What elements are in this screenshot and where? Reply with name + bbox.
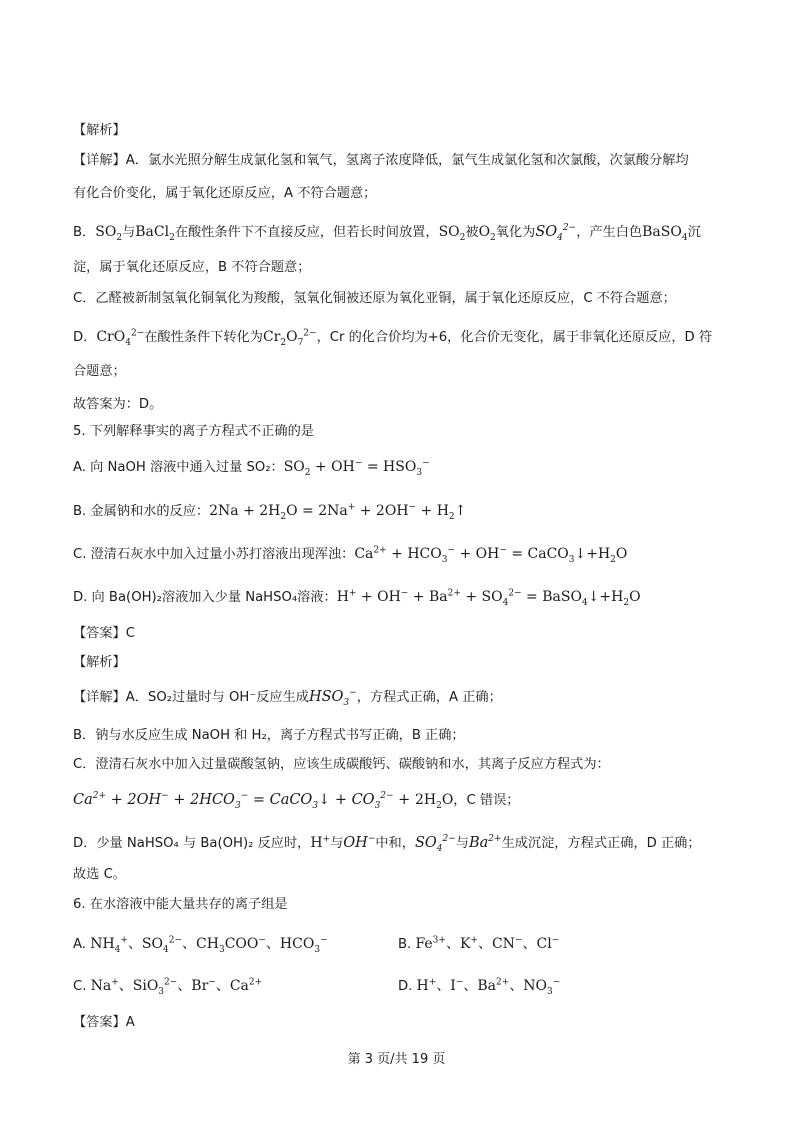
text: D． — [73, 330, 97, 345]
text: C. — [73, 979, 91, 994]
q4-detail-d-line2: 合题意； — [73, 364, 126, 379]
q5-stem: 5. 下列解释事实的离子方程式不正确的是 — [73, 424, 314, 439]
q4-detail-d-line1 — [73, 328, 712, 347]
formula-baso4: BaSO$_4$ — [642, 224, 688, 243]
formula-o2: $O_2$ — [478, 224, 496, 243]
formula-so4-2minus: $SO_4^{2-}$ — [414, 834, 456, 854]
page-footer: 第 3 页/共 19 页 — [347, 1052, 446, 1067]
ion-group-b: $Fe^{3+}$、K+、CN−、Cl− — [415, 935, 560, 952]
q5-detail-c-equation — [73, 791, 519, 810]
q5-detail-d — [73, 834, 701, 853]
ion-group-d: H+、I−、$Ba^{2+}$、$NO_3^-$ — [416, 977, 561, 997]
text: 氧化为 — [495, 225, 536, 240]
q4-detail-c: C．乙醛被新制氢氧化铜氧化为羧酸，氢氧化铜被还原为氧化亚铜，属于氧化还原反应，C 不符合题意； — [73, 291, 676, 306]
q4-detail-a-line2: 有化合价变化，属于氧化还原反应，A 不符合题意； — [73, 186, 377, 201]
q6-option-a — [73, 935, 328, 955]
q5-detail-c: C．澄清石灰水中加入过量碳酸氢钠，应该生成碳酸钙、碳酸钠和水，其离子反应方程式为： — [73, 757, 610, 772]
q5-option-a — [73, 458, 430, 477]
equation-b: $2Na + 2H_2O = 2Na^+ + 2OH^-$ + $H_2↑$ — [209, 502, 467, 522]
text: 生成沉淀，方程式正确，D 正确； — [501, 836, 701, 851]
formula-so2: $SO_2$ — [438, 224, 466, 243]
q5-analysis-tag: 【解析】 — [73, 655, 126, 670]
text: ，C 错误； — [453, 793, 520, 808]
text: 沉 — [687, 225, 701, 240]
text: ，方程式正确，A 正确； — [356, 690, 502, 705]
q5-detail-a — [73, 688, 502, 707]
text: D. 向 Ba(OH)₂溶液加入少量 NaHSO₄溶液： — [73, 590, 337, 605]
analysis-tag: 【解析】 — [73, 123, 126, 138]
formula-cro4-2minus: CrO$_4^{2-}$ — [96, 328, 145, 348]
text: ，产生白色 — [576, 225, 643, 240]
text: B． — [73, 225, 96, 240]
formula-so2: $SO_2$ — [95, 224, 123, 243]
q4-detail-a-line1: 【详解】A．氯水光照分解生成氯化氢和氧气，氢离子浓度降低，氯气生成氯化氢和次氯酸，次氯酸分解均 — [73, 153, 689, 168]
q6-answer: 【答案】A — [73, 1015, 135, 1030]
q5-option-c — [73, 545, 627, 564]
ion-group-a: $NH_4^+$、$SO_4^{2-}$、$CH_3COO^-$、$HCO_3^-$ — [90, 935, 328, 955]
text: A. 向 NaOH 溶液中通入过量 SO₂： — [73, 460, 284, 475]
text: B. 金属钠和水的反应： — [73, 504, 210, 519]
q5-option-d — [73, 588, 641, 607]
formula-ba-2plus: $Ba^{2+}$ — [468, 834, 502, 851]
equation-d: $H^+ + OH^- + Ba^{2+} + SO_4^{2-}$ = $BaSO_4↓+H_2O$ — [336, 588, 641, 608]
q5-option-b — [73, 502, 466, 521]
text: 与 — [122, 225, 136, 240]
text: B. — [398, 937, 416, 952]
text: 在酸性条件下转化为 — [144, 330, 263, 345]
text: 与 — [330, 836, 344, 851]
text: 【详解】A．SO₂过量时与 OH⁻反应生成 — [73, 690, 309, 705]
text: 被 — [465, 225, 479, 240]
q6-option-b — [398, 935, 559, 954]
text: D．少量 NaHSO₄ 与 Ba(OH)₂ 反应时， — [73, 836, 311, 851]
q6-options-row1 — [73, 935, 328, 954]
text: ，Cr 的化合价均为+6，化合价无变化，属于非氧化还原反应，D 符 — [316, 330, 713, 345]
q6-stem: 6. 在水溶液中能大量共存的离子组是 — [73, 897, 288, 912]
text: 与 — [455, 836, 469, 851]
text: D. — [398, 979, 417, 994]
q5-answer: 【答案】C — [73, 626, 135, 641]
text: 中和， — [375, 836, 415, 851]
q5-conclusion: 故选 C。 — [73, 867, 126, 882]
q4-conclusion: 故答案为：D。 — [73, 397, 163, 412]
equation-correct-c: $Ca^{2+} + 2OH^- + 2HCO_3^-$ = CaCO$_3$↓ + $CO_3^{2-}$ + — [73, 791, 415, 811]
q5-detail-b: B．钠与水反应生成 NaOH 和 H₂，离子方程式书写正确，B 正确； — [73, 728, 465, 743]
equation-c: $Ca^{2+} + HCO_3^- + OH^-$ = $CaCO_3↓+H_2O$ — [354, 545, 628, 565]
q4-detail-b-line1 — [73, 223, 701, 242]
equation-a: $SO_2 + OH^- = HSO_3^-$ — [283, 458, 430, 478]
q4-detail-b-line2: 淀，属于氧化还原反应，B 不符合题意； — [73, 260, 311, 275]
formula-cr2o7-2minus: $Cr_2O_7^{2-}$ — [262, 328, 317, 348]
formula-so4-2minus: $SO_4^{2-}$ — [535, 223, 577, 243]
formula-hso3-minus: $HSO_3^-$ — [308, 688, 357, 708]
formula-bacl2: BaCl$_2$ — [135, 224, 175, 243]
q6-option-d — [398, 977, 560, 996]
formula-2h2o: $2H_2O$ — [414, 792, 454, 811]
ion-group-c: Na+、SiO$_3^{2-}$、Br−、$Ca^{2+}$ — [90, 977, 263, 997]
text: 在酸性条件下不直接反应，但若长时间放置， — [174, 225, 439, 240]
text: C. 澄清石灰水中加入过量小苏打溶液出现浑浊： — [73, 547, 355, 562]
q6-option-c — [73, 977, 262, 996]
formula-h-plus: H+ — [310, 834, 331, 851]
formula-oh-minus: OH− — [343, 834, 376, 851]
text: A. — [73, 937, 91, 952]
